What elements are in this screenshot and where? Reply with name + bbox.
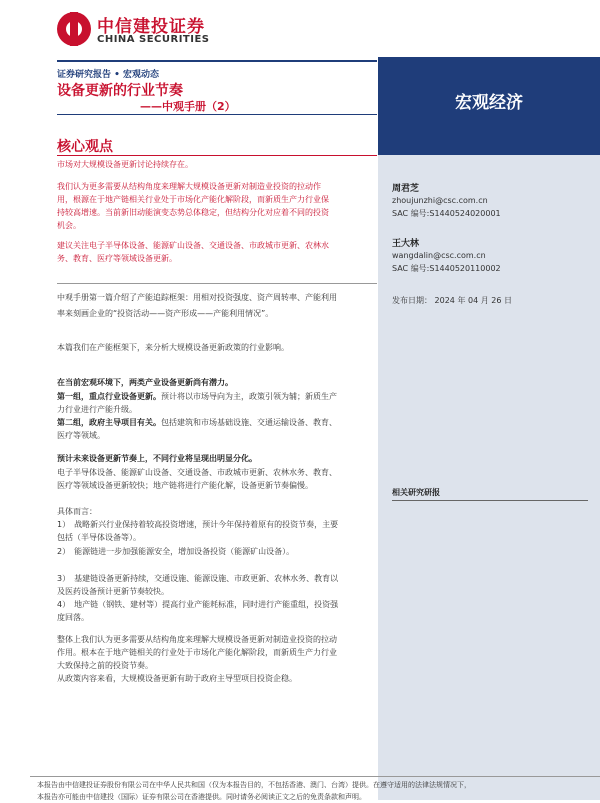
footer-line: 本报告亦可能由中信建投（国际）证券有限公司在香港提供。同时请务必阅读正文之后的免责条款和声明。 xyxy=(37,793,366,801)
logo-name-en: CHINA SECURITIES xyxy=(97,34,210,45)
author-sac: SAC 编号:S1440524020001 xyxy=(392,209,501,218)
report-tag: 证券研究报告 • 宏观动态 xyxy=(57,70,160,80)
list-item: 1） 战略新兴行业保持着较高投资增速，预计今年保持着原有的投资节奏，主要包括（半导体设备等）。 xyxy=(57,520,339,542)
section-title: 在当前宏观环境下，两类产业设备更新尚有潜力。 xyxy=(57,378,233,387)
group-paragraph xyxy=(57,390,342,416)
conclusion-paragraph: 整体上我们认为更多需要从结构角度来理解大规模设备更新对制造业投资的拉动作用。根本在于地产链相关的行业处于市场化产能化解阶段，而新质生产力行业大致保持之前的投资节奏。 xyxy=(57,635,337,670)
publish-date: 发布日期： 2024 年 04 月 26 日 xyxy=(392,296,512,305)
section-divider xyxy=(57,283,377,284)
list-item: 2） 能源链进一步加强能源安全，增加设备投资（能源矿山设备）。 xyxy=(57,547,295,556)
author-email[interactable]: wangdalin@csc.com.cn xyxy=(392,251,486,260)
related-research-heading: 相关研究研报 xyxy=(392,488,440,497)
author-email[interactable]: zhoujunzhi@csc.com.cn xyxy=(392,196,488,205)
conclusion-paragraph: 从政策内容来看，大规模设备更新有助于政府主导型项目投资企稳。 xyxy=(57,674,297,683)
header-rule xyxy=(57,60,377,62)
group-lead: 第二组，政府主导项目有关。 xyxy=(57,418,161,427)
report-title: 设备更新的行业节奏 xyxy=(57,83,183,99)
report-subtitle: ——中观手册（2） xyxy=(140,100,236,113)
footer-line: 本报告由中信建投证券股份有限公司在中华人民共和国（仅为本报告目的，不包括香港、澳门、台湾）提供。在遵守适用的法律法规情况下， xyxy=(37,781,471,789)
logo-name-cn: 中信建投证券 xyxy=(97,17,205,37)
sidebar-panel xyxy=(378,57,600,800)
company-logo xyxy=(57,10,217,50)
title-rule xyxy=(57,114,377,115)
group-paragraph xyxy=(57,416,342,442)
footer-disclaimer xyxy=(37,779,597,803)
author-name: 王大林 xyxy=(392,239,420,249)
section-title: 预计未来设备更新节奏上，不同行业将呈现出明显分化。 xyxy=(57,454,257,463)
author-sac: SAC 编号:S1440520110002 xyxy=(392,264,501,273)
logo-emblem-icon xyxy=(57,12,91,46)
list-item: 3） 基建链设备更新持续，交通设施、能源设施、市政更新、农林水务、教育以及医药设备预计更新节奏较快。 xyxy=(57,574,339,596)
body-intro: 本篇我们在产能框架下，来分析大规模设备更新政策的行业影响。 xyxy=(57,343,289,352)
group-text: 预计将以市场导向为主，政策引领为辅；新质生产力行业进行产能升级。 xyxy=(57,392,337,414)
core-paragraph: 市场对大规模设备更新讨论持续存在。 xyxy=(57,160,193,169)
core-paragraph: 建议关注电子半导体设备、能源矿山设备、交通设备、市政城市更新、农林水务、教育、医疗等领域设备更新。 xyxy=(57,241,329,263)
core-views-rule xyxy=(57,155,377,156)
author-name: 周君芝 xyxy=(392,184,420,194)
footer-rule xyxy=(30,776,600,777)
core-paragraph: 我们认为更多需要从结构角度来理解大规模设备更新对制造业投资的拉动作用，根源在于地产链相关行业处于市场化产能化解阶段，而新质生产力行业保持较高增速。当前新旧动能演变态势总体稳定，但结构分化对应着不同的投资机会。 xyxy=(57,182,329,230)
related-research-rule xyxy=(392,500,588,501)
list-item: 4） 地产链（钢铁、建材等）提高行业产能耗标准，同时进行产能重组，投资强度回落。 xyxy=(57,600,339,622)
group-text: 包括建筑和市场基础设施、交通运输设备、教育、医疗等领域。 xyxy=(57,418,337,440)
list-intro: 具体而言： xyxy=(57,507,97,516)
body-intro: 中观手册第一篇介绍了产能追踪框架：用相对投资强度、资产周转率、产能利用率来刻画企业的“投资活动——资产形成——产能利用情况”。 xyxy=(57,293,337,318)
section-paragraph: 电子半导体设备、能源矿山设备、交通设备、市政城市更新、农林水务、教育、医疗等领域设备更新较快；地产链将进行产能化解，设备更新节奏偏慢。 xyxy=(57,468,337,490)
core-views-heading: 核心观点 xyxy=(57,139,113,155)
sidebar-category-title: 宏观经济 xyxy=(455,93,523,113)
group-lead: 第一组，重点行业设备更新。 xyxy=(57,392,161,401)
